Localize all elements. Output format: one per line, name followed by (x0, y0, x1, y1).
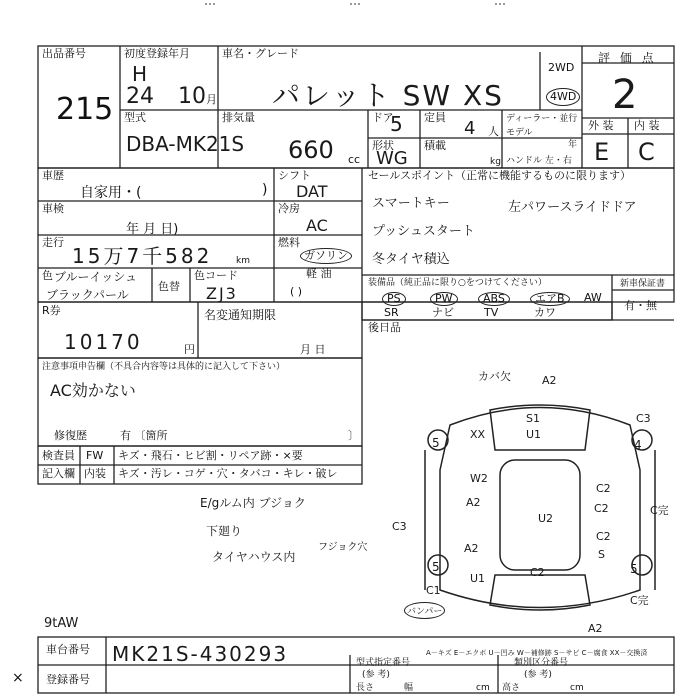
inspector-exterior-row: キズ・飛石・ヒビ割・リペア跡・×要 (118, 449, 303, 462)
inspector-note-3: タイヤハウス内 (212, 550, 296, 564)
mark-1: カバ欠 (478, 370, 511, 383)
mark-19: 5 (432, 560, 440, 574)
form-note-3a: (参 考) (362, 670, 390, 680)
type-value: DBA-MK21S (126, 132, 245, 156)
shift-label: シフト (278, 169, 311, 182)
shape-value: WG (376, 148, 408, 169)
doors-value: 5 (390, 112, 403, 136)
stray-mark: × (12, 670, 24, 686)
post-install-label: 後日品 (368, 321, 401, 334)
equip-tv: TV (484, 306, 499, 319)
mark-20: U1 (470, 572, 486, 585)
load-unit: kg (490, 157, 501, 167)
mark-10: A2 (466, 496, 481, 509)
mark-22: C1 (426, 584, 441, 597)
mark-21: C2 (530, 566, 545, 579)
doors-label: ドア (372, 111, 394, 124)
equip-airbag: エアB (530, 292, 570, 306)
mark-3: S1 (526, 412, 540, 425)
score-label: 評 価 点 (598, 51, 657, 65)
first-reg-month: 10 (178, 84, 206, 109)
mark-15: C3 (392, 520, 407, 533)
inspector-fw: FW (86, 449, 104, 462)
mark-6: C3 (636, 412, 651, 425)
inspector-note-1: E/gルム内 ブジョク (200, 496, 306, 510)
sales-point-1: スマートキー (372, 196, 450, 211)
inspector-label-1: 検査員 (42, 449, 75, 462)
height-unit: cm (570, 683, 584, 693)
repair-value: 有 〔箇所 (120, 429, 168, 442)
interior-label: 内 装 (634, 119, 660, 132)
mark-5: XX (470, 428, 486, 441)
form-note-3b: (参 考) (524, 670, 552, 680)
mark-7: 5 (432, 436, 440, 450)
lot-number-label: 出品番号 (42, 47, 86, 60)
equip-aw: AW (584, 291, 602, 304)
mark-12: C2 (596, 482, 611, 495)
mileage-label: 走行 (42, 236, 64, 249)
ac-value: AC (306, 216, 328, 235)
mark-26: バンパー (404, 602, 445, 619)
usage-label: 車歴 (42, 169, 64, 182)
mark-4: U1 (526, 428, 542, 441)
load-label: 積載 (424, 139, 446, 152)
chassis-value: MK21S-430293 (112, 642, 289, 666)
usage-close: ) (262, 182, 268, 198)
color-change-label: 色替 (158, 280, 180, 293)
notice-value: 月 日 (300, 343, 326, 356)
diagram-legend: A－キズ E－エクボ U－凹み W－補修跡 S－サビ C－腐食 XX－交換済 (426, 649, 648, 657)
recycle-value: 10170 (64, 330, 143, 354)
dealer-label: ディーラー・並行 (506, 114, 578, 124)
sales-point-4: 冬タイヤ積込 (372, 252, 450, 267)
lot-number: 215 (56, 92, 114, 127)
month-unit: 月 (206, 93, 217, 106)
displacement-value: 660 (288, 136, 334, 164)
color-value-2: ブラックパール (46, 288, 129, 302)
model-name: パレット SW XS (272, 79, 504, 112)
inspector-note-3b: フジョク穴 (318, 542, 368, 553)
capacity-label: 定員 (424, 111, 446, 124)
repair-close: 〕 (348, 429, 359, 442)
interior-grade: C (638, 138, 655, 166)
score: 2 (612, 72, 638, 118)
model-label: 車名・グレード (222, 47, 299, 60)
mark-24: C完 (630, 594, 649, 607)
mark-14: C完 (650, 504, 669, 517)
displacement-unit: cc (348, 153, 361, 166)
type-label: 型式 (124, 111, 146, 124)
drive-2wd: 2WD (548, 61, 575, 74)
inspection-value: 年 月 日) (126, 222, 179, 237)
notice-label: 名変通知期限 (204, 308, 277, 322)
mark-23: 5 (630, 562, 638, 576)
mileage-unit: km (236, 256, 250, 266)
mark-9: W2 (470, 472, 488, 485)
form-note-2: 類別区分番号 (514, 658, 569, 668)
capacity-unit: 人 (488, 125, 499, 138)
warranty-value: 有・無 (624, 299, 657, 312)
color-code-value: ZJ3 (206, 284, 238, 303)
capacity-value: 4 (464, 118, 476, 139)
fuel-diesel: 軽 油 (306, 267, 332, 280)
shift-value: DAT (296, 182, 328, 201)
mark-17: C2 (596, 530, 611, 543)
repair-label: 修復歴 (54, 429, 87, 442)
mileage-value: 15万7千582 (72, 244, 213, 268)
equip-abs: ABS (478, 292, 510, 306)
inspector-interior-label: 内装 (84, 467, 106, 480)
handle-label: ハンドル 左・右 (506, 156, 572, 166)
chassis-label: 車台番号 (46, 643, 90, 656)
mark-8: 4 (634, 438, 642, 452)
inspection-label: 車検 (42, 202, 64, 215)
mark-2: A2 (542, 374, 557, 387)
mark-13: C2 (594, 502, 609, 515)
equip-pw: PW (430, 292, 458, 306)
first-reg-label: 初度登録年月 (124, 47, 190, 60)
equip-leather: カワ (534, 306, 556, 319)
ac-label: 冷房 (278, 202, 300, 215)
inspector-label-2: 記入欄 (42, 467, 75, 480)
color-code-label: 色コード (194, 269, 238, 282)
equipment-label: 装備品（純正品に限り○をつけてください） (368, 278, 547, 288)
length-label: 長さ (356, 683, 375, 693)
chassis-extra: 9tAW (44, 616, 79, 631)
fuel-paren: ( ) (290, 285, 303, 298)
model-year-label: モデル (506, 128, 533, 138)
width-label: 幅 (404, 683, 414, 693)
usage-value: 自家用・( (80, 185, 142, 201)
equip-sr: SR (384, 306, 399, 319)
exterior-grade: E (594, 138, 610, 166)
mark-25: A2 (588, 622, 603, 635)
inspector-interior-row: キズ・汚レ・コゲ・穴・タバコ・キレ・破レ (118, 467, 338, 480)
form-note-1: 型式指定番号 (356, 658, 411, 668)
color-value-1: ブルーイッシュ (54, 270, 138, 284)
first-reg-era: H (132, 62, 148, 86)
mark-18: S (598, 548, 605, 561)
sales-points-label: セールスポイント（正常に機能するものに限ります） (368, 169, 632, 182)
warranty-label: 新車保証書 (620, 279, 666, 289)
mark-16: A2 (464, 542, 479, 555)
fuel-label: 燃料 (278, 236, 300, 249)
year-unit: 年 (568, 140, 578, 150)
drive-4wd: 4WD (546, 88, 580, 106)
length-unit: cm (476, 683, 490, 693)
sales-point-2: 左パワースライドドア (508, 200, 637, 215)
height-label: 高さ (502, 683, 521, 693)
fuel-gas: ガソリン (300, 248, 352, 264)
equip-ps: PS (382, 292, 406, 306)
notes-label: 注意事項申告欄（不具合内容等は具体的に記入して下さい） (42, 362, 286, 372)
recycle-unit: 円 (184, 343, 195, 356)
displacement-label: 排気量 (222, 111, 255, 124)
sales-point-3: プッシュスタート (372, 224, 475, 239)
shape-label: 形状 (372, 139, 394, 152)
first-reg-year: 24 (126, 84, 154, 109)
recycle-label: R券 (42, 304, 61, 317)
notes-text: AC効かない (50, 381, 136, 400)
reg-label: 登録番号 (46, 673, 90, 686)
equip-navi: ナビ (432, 306, 454, 319)
exterior-label: 外 装 (588, 119, 614, 132)
mark-11: U2 (538, 512, 554, 525)
inspector-note-2: 下廻り (206, 524, 243, 538)
color-label: 色 (42, 269, 53, 282)
